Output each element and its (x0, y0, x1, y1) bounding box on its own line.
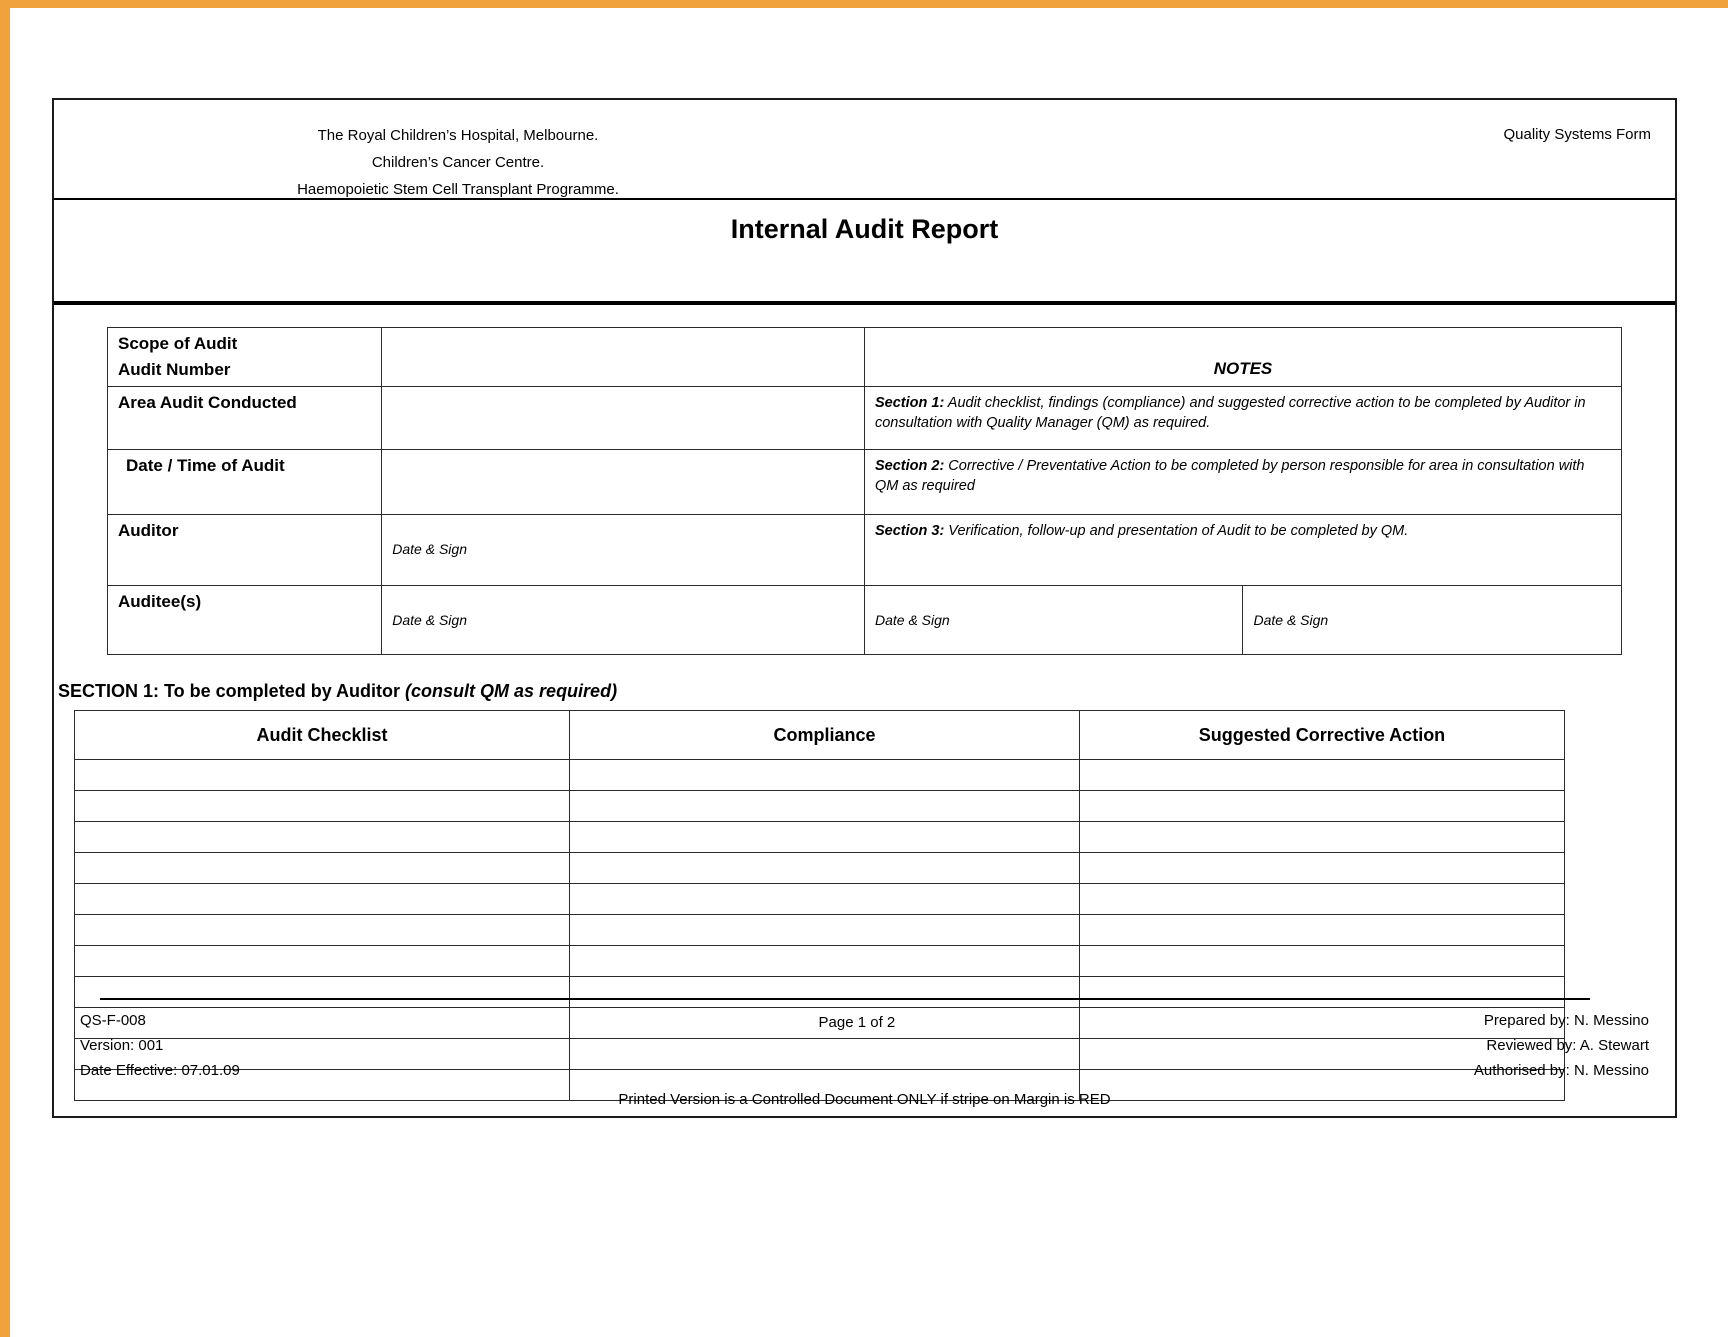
table-row (75, 853, 1565, 884)
table-row (75, 915, 1565, 946)
checklist-cell[interactable] (570, 915, 1080, 946)
table-row (75, 946, 1565, 977)
org-line-1: The Royal Children’s Hospital, Melbourne. (317, 127, 599, 144)
auditee-sign-field-2[interactable] (864, 586, 1243, 655)
checklist-cell[interactable] (570, 884, 1080, 915)
note-1-cell (864, 387, 1621, 450)
note-3-cell (864, 515, 1621, 586)
document-footer (54, 998, 1675, 1108)
date-time-label: Date / Time of Audit (126, 456, 285, 475)
checklist-cell[interactable] (1080, 853, 1565, 884)
scope-label: Scope of Audit (118, 334, 238, 353)
note-2-cell (864, 450, 1621, 515)
organisation-block (198, 122, 718, 198)
checklist-cell[interactable] (1080, 946, 1565, 977)
table-row (108, 328, 1622, 387)
date-sign-label: Date & Sign (1253, 612, 1329, 628)
checklist-cell[interactable] (75, 760, 570, 791)
section1-heading-italic: (consult QM as required) (405, 681, 618, 701)
note-3-tag: Section 3: (874, 523, 945, 539)
checklist-cell[interactable] (570, 822, 1080, 853)
date-sign-label: Date & Sign (392, 612, 467, 628)
doc-version: Version: 001 (80, 1037, 164, 1054)
table-row (108, 586, 1622, 655)
org-line-2: Children’s Cancer Centre. (371, 154, 545, 171)
auditor-label-cell (108, 515, 382, 586)
checklist-cell[interactable] (75, 822, 570, 853)
checklist-cell[interactable] (1080, 822, 1565, 853)
audit-number-label: Audit Number (118, 360, 231, 379)
auditor-sign-field[interactable] (382, 515, 865, 586)
table-row (75, 884, 1565, 915)
scope-cell (108, 328, 382, 387)
checklist-cell[interactable] (75, 791, 570, 822)
table-row (108, 450, 1622, 515)
area-label: Area Audit Conducted (118, 393, 297, 412)
red-margin-stripe (0, 0, 10, 1337)
checklist-cell[interactable] (1080, 760, 1565, 791)
auditees-label: Auditee(s) (118, 592, 202, 611)
table-row (75, 760, 1565, 791)
area-value-field[interactable] (382, 387, 865, 450)
document-header (54, 100, 1675, 200)
checklist-cell[interactable] (570, 853, 1080, 884)
area-label-cell (108, 387, 382, 450)
checklist-cell[interactable] (1080, 791, 1565, 822)
notes-heading-cell (864, 328, 1621, 387)
page-top-stripe (0, 0, 1728, 8)
checklist-cell[interactable] (570, 791, 1080, 822)
note-1-text: Audit checklist, findings (compliance) and suggested corrective action to be completed by Auditor in consultation with Quality Manager (QM) as required. (874, 395, 1586, 431)
table-row (75, 791, 1565, 822)
note-3 (875, 521, 1611, 541)
table-row (108, 387, 1622, 450)
table-row (75, 822, 1565, 853)
table-header-row (75, 711, 1565, 760)
note-2 (875, 456, 1611, 496)
checklist-cell[interactable] (75, 946, 570, 977)
date-time-value-field[interactable] (382, 450, 865, 515)
footer-left (80, 1008, 240, 1083)
note-2-tag: Section 2: (874, 458, 945, 474)
note-2-text: Corrective / Preventative Action to be completed by person responsible for area in consultation with QM as required (874, 458, 1585, 494)
notes-heading: NOTES (1213, 359, 1273, 378)
footer-divider (100, 998, 1590, 1000)
form-type-label: Quality Systems Form (1503, 126, 1651, 143)
auditee-sign-field-1[interactable] (382, 586, 865, 655)
page-number: Page 1 of 2 (818, 1014, 896, 1031)
title-band (54, 200, 1675, 305)
authorised-by: Authorised by: N. Messino (1473, 1062, 1649, 1079)
prepared-by: Prepared by: N. Messino (1483, 1012, 1649, 1029)
note-3-text: Verification, follow-up and presentation of Audit to be completed by QM. (944, 523, 1409, 539)
column-header-audit-checklist: Audit Checklist (75, 711, 570, 760)
audit-info-section (54, 305, 1675, 655)
checklist-cell[interactable] (75, 884, 570, 915)
column-header-corrective-action: Suggested Corrective Action (1080, 711, 1565, 760)
date-sign-label: Date & Sign (874, 612, 950, 628)
doc-id: QS-F-008 (80, 1012, 146, 1029)
checklist-cell[interactable] (1080, 884, 1565, 915)
footer-right (1474, 1008, 1649, 1083)
section1-heading-bold: SECTION 1: To be completed by Auditor (58, 681, 406, 701)
scope-value-field[interactable] (382, 328, 865, 387)
checklist-cell[interactable] (75, 853, 570, 884)
checklist-cell[interactable] (1080, 915, 1565, 946)
table-row (108, 515, 1622, 586)
note-1-tag: Section 1: (874, 395, 945, 411)
checklist-cell[interactable] (75, 915, 570, 946)
date-sign-label: Date & Sign (392, 541, 467, 557)
note-1 (875, 393, 1611, 433)
auditee-sign-field-3[interactable] (1243, 586, 1622, 655)
auditor-label: Auditor (118, 521, 179, 540)
checklist-cell[interactable] (570, 946, 1080, 977)
org-line-3: Haemopoietic Stem Cell Transplant Programme. (297, 181, 619, 198)
column-header-compliance: Compliance (570, 711, 1080, 760)
section1-heading (54, 681, 1675, 702)
audit-info-table (107, 327, 1622, 655)
auditees-label-cell (108, 586, 382, 655)
doc-date-effective: Date Effective: 07.01.09 (80, 1062, 240, 1079)
controlled-document-note: Printed Version is a Controlled Document ONLY if stripe on Margin is RED (618, 1091, 1111, 1108)
page-title: Internal Audit Report (730, 214, 999, 244)
reviewed-by: Reviewed by: A. Stewart (1486, 1037, 1649, 1054)
date-time-label-cell (108, 450, 382, 515)
checklist-cell[interactable] (570, 760, 1080, 791)
document-page (52, 98, 1677, 1118)
